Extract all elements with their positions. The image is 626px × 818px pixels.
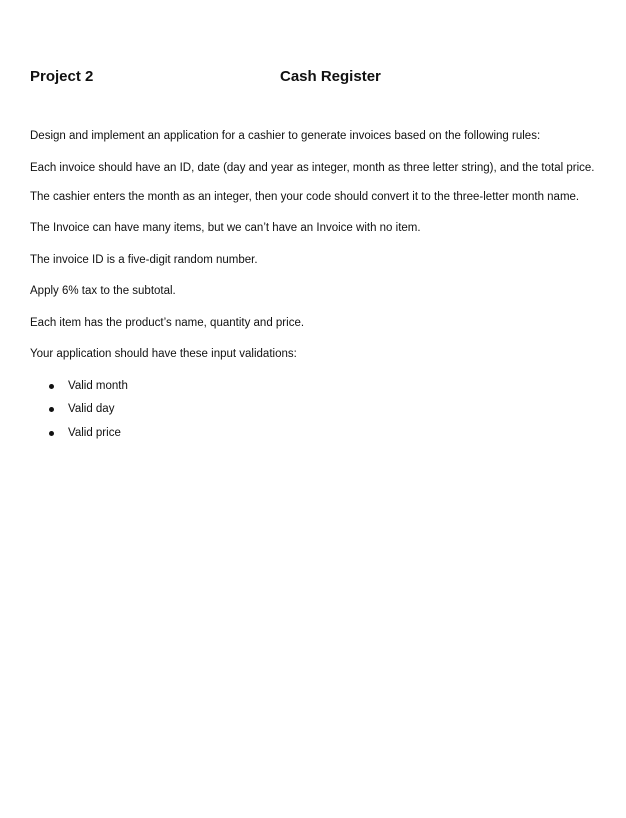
document-header xyxy=(30,68,590,90)
bullet-icon xyxy=(49,407,54,412)
paragraph-items: The Invoice can have many items, but we can’t have an Invoice with no item. xyxy=(30,222,421,234)
list-item xyxy=(30,401,600,425)
list-item xyxy=(30,378,600,402)
paragraph-invoice-fields: Each invoice should have an ID, date (day and year as integer, month as three letter string), and the total price. xyxy=(30,161,595,174)
paragraph-tax: Apply 6% tax to the subtotal. xyxy=(30,285,176,297)
project-label: Project 2 xyxy=(30,68,94,85)
paragraph-item-fields: Each item has the product’s name, quantity and price. xyxy=(30,316,305,329)
validation-list xyxy=(30,378,600,449)
paragraph-validations: Your application should have these input validations: xyxy=(30,348,297,360)
bullet-icon xyxy=(49,384,54,389)
validation-item-label: Valid day xyxy=(68,403,115,415)
paragraph-month-conversion: The cashier enters the month as an integer, then your code should convert it to the three-letter month name. xyxy=(30,190,580,203)
paragraph-intro: Design and implement an application for a cashier to generate invoices based on the following rules: xyxy=(30,130,541,142)
paragraph-invoice-id: The invoice ID is a five-digit random number. xyxy=(30,253,258,266)
list-item xyxy=(30,425,600,449)
validation-item-label: Valid price xyxy=(68,426,121,439)
bullet-icon xyxy=(49,431,54,436)
document-body xyxy=(30,128,600,448)
validation-item-label: Valid month xyxy=(68,379,128,392)
document-title: Cash Register xyxy=(280,68,381,85)
